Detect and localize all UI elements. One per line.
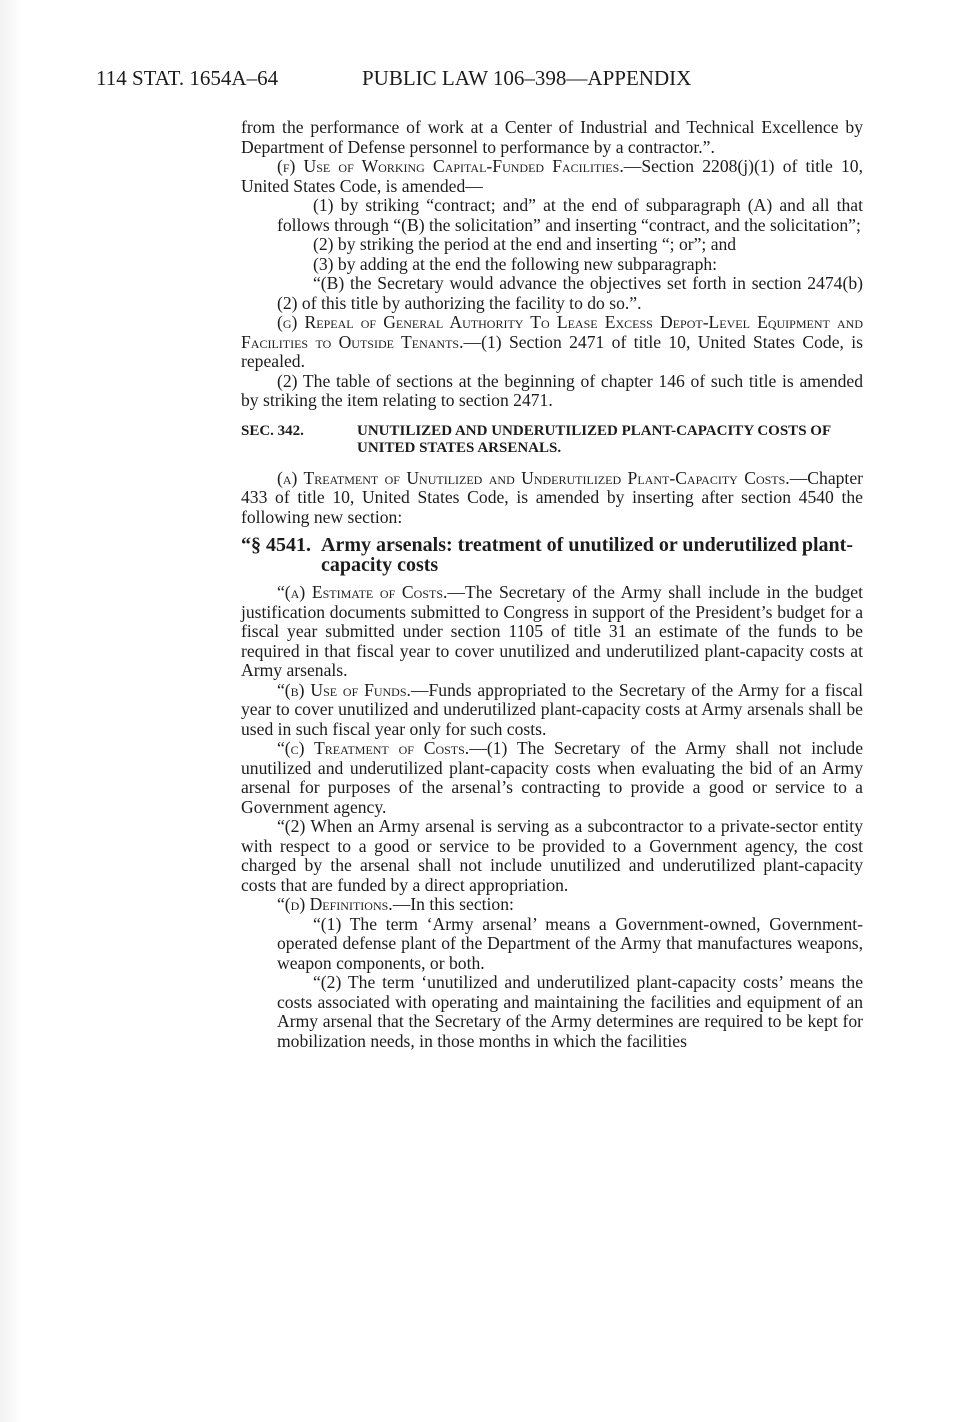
subsection-heading: (g) Repeal of General Authority To Lease Excess Depot-Level Equipment and Facilities to Outside Tenants. xyxy=(241,312,863,352)
subsection-definitions xyxy=(241,895,863,915)
definition-item: “(1) The term ‘Army arsenal’ means a Government-owned, Government-operated defense plant of the Department of the Army that manufactures weapons, weapon components, or both. xyxy=(277,913,863,973)
definition-item: “(2) The term ‘unutilized and underutilized plant-capacity costs’ means the costs associated with operating and maintaining the facilities and equipment of an Army arsenal that the Secretary of the Army determines are required to be kept for mobilization needs, in those months in which the facilities xyxy=(277,972,863,1051)
paragraph-item: (2) by striking the period at the end and inserting “; or”; and xyxy=(313,234,737,254)
subsection-heading: (a) Treatment of Unutilized and Underutilized Plant-Capacity Costs. xyxy=(277,467,790,488)
subsection-text: —The Secretary of the Army shall include in the budget justification documents submitted to Congress in support of the President’s budget for a fiscal year submitted under section 1105 of title 31 an estimate of the funds to be required in that fiscal year to cover unutilized and underutilized plant-capacity costs at Army arsenals. xyxy=(241,582,863,680)
paragraph-item: (3) by adding at the end the following new subparagraph: xyxy=(313,253,718,274)
subsection-text: —Funds appropriated to the Secretary of the Army for a fiscal year to cover unutilized and underutilized plant-capacity costs at Army arsenals shall be used in such fiscal year only for such costs. xyxy=(241,679,863,739)
subsection-g xyxy=(241,313,863,372)
new-section-number: “§ 4541. xyxy=(241,534,311,556)
subsection-use-of-funds xyxy=(241,681,863,740)
subsection-f xyxy=(241,157,863,196)
subsection-heading: (f) Use of Working Capital-Funded Facilities. xyxy=(277,156,624,176)
subsection-text: —(1) Section 2471 of title 10, United States Code, is repealed. xyxy=(241,331,863,371)
subsection-text: —Section 2208(j)(1) of title 10, United States Code, is amended— xyxy=(241,156,863,196)
header-title: PUBLIC LAW 106–398—APPENDIX xyxy=(362,66,692,90)
section-number: SEC. 342. xyxy=(241,422,304,439)
paragraph-item: (1) by striking “contract; and” at the end of subparagraph (A) and all that follows through “(B) the solicitation” and inserting “contract, and the solicitation”; xyxy=(277,195,863,235)
running-header xyxy=(96,66,796,91)
page-body xyxy=(241,118,863,1051)
statute-citation: 114 STAT. 1654A–64 xyxy=(96,66,279,90)
paragraph-item: “(B) the Secretary would advance the objectives set forth in section 2474(b)(2) of this title by authorizing the facility to do so.”. xyxy=(277,273,863,313)
subsection-estimate xyxy=(241,583,863,681)
paragraph: from the performance of work at a Center of Industrial and Technical Excellence by Department of Defense personnel to performance by a contractor.”. xyxy=(241,117,863,157)
subsection-heading: “(a) Estimate of Costs. xyxy=(277,582,448,602)
page-edge-shadow xyxy=(0,0,22,1422)
subsection-text: —In this section: xyxy=(392,894,514,914)
subsection-a xyxy=(241,469,863,528)
subsection-text: —Chapter 433 of title 10, United States Code, is amended by inserting after section 4540 the following new section: xyxy=(241,467,863,527)
subsection-heading: “(b) Use of Funds. xyxy=(277,679,411,700)
new-section-title: Army arsenals: treatment of unutilized or underutilized plant-capacity costs xyxy=(321,534,854,576)
subsection-text: —(1) The Secretary of the Army shall not include unutilized and underutilized plant-capacity costs when evaluating the bid of an Army arsenal for purposes of the arsenal’s contracting to provide a good or service to a Government agency. xyxy=(241,738,863,817)
paragraph: (2) The table of sections at the beginning of chapter 146 of such title is amended by striking the item relating to section 2471. xyxy=(241,370,863,410)
subsection-treatment xyxy=(241,739,863,817)
subsection-heading: “(d) Definitions. xyxy=(277,894,393,914)
section-title: UNUTILIZED AND UNDERUTILIZED PLANT-CAPACITY COSTS OF UNITED STATES ARSENALS. xyxy=(357,422,831,456)
paragraph: “(2) When an Army arsenal is serving as a subcontractor to a private-sector entity with respect to a good or service to be provided to a Government agency, the cost charged by the arsenal shall not include unutilized and underutilized plant-capacity costs that are funded by a direct appropriation. xyxy=(241,816,863,895)
subsection-heading: “(c) Treatment of Costs. xyxy=(277,738,470,758)
section-heading xyxy=(241,423,863,457)
new-section-heading xyxy=(241,535,863,575)
